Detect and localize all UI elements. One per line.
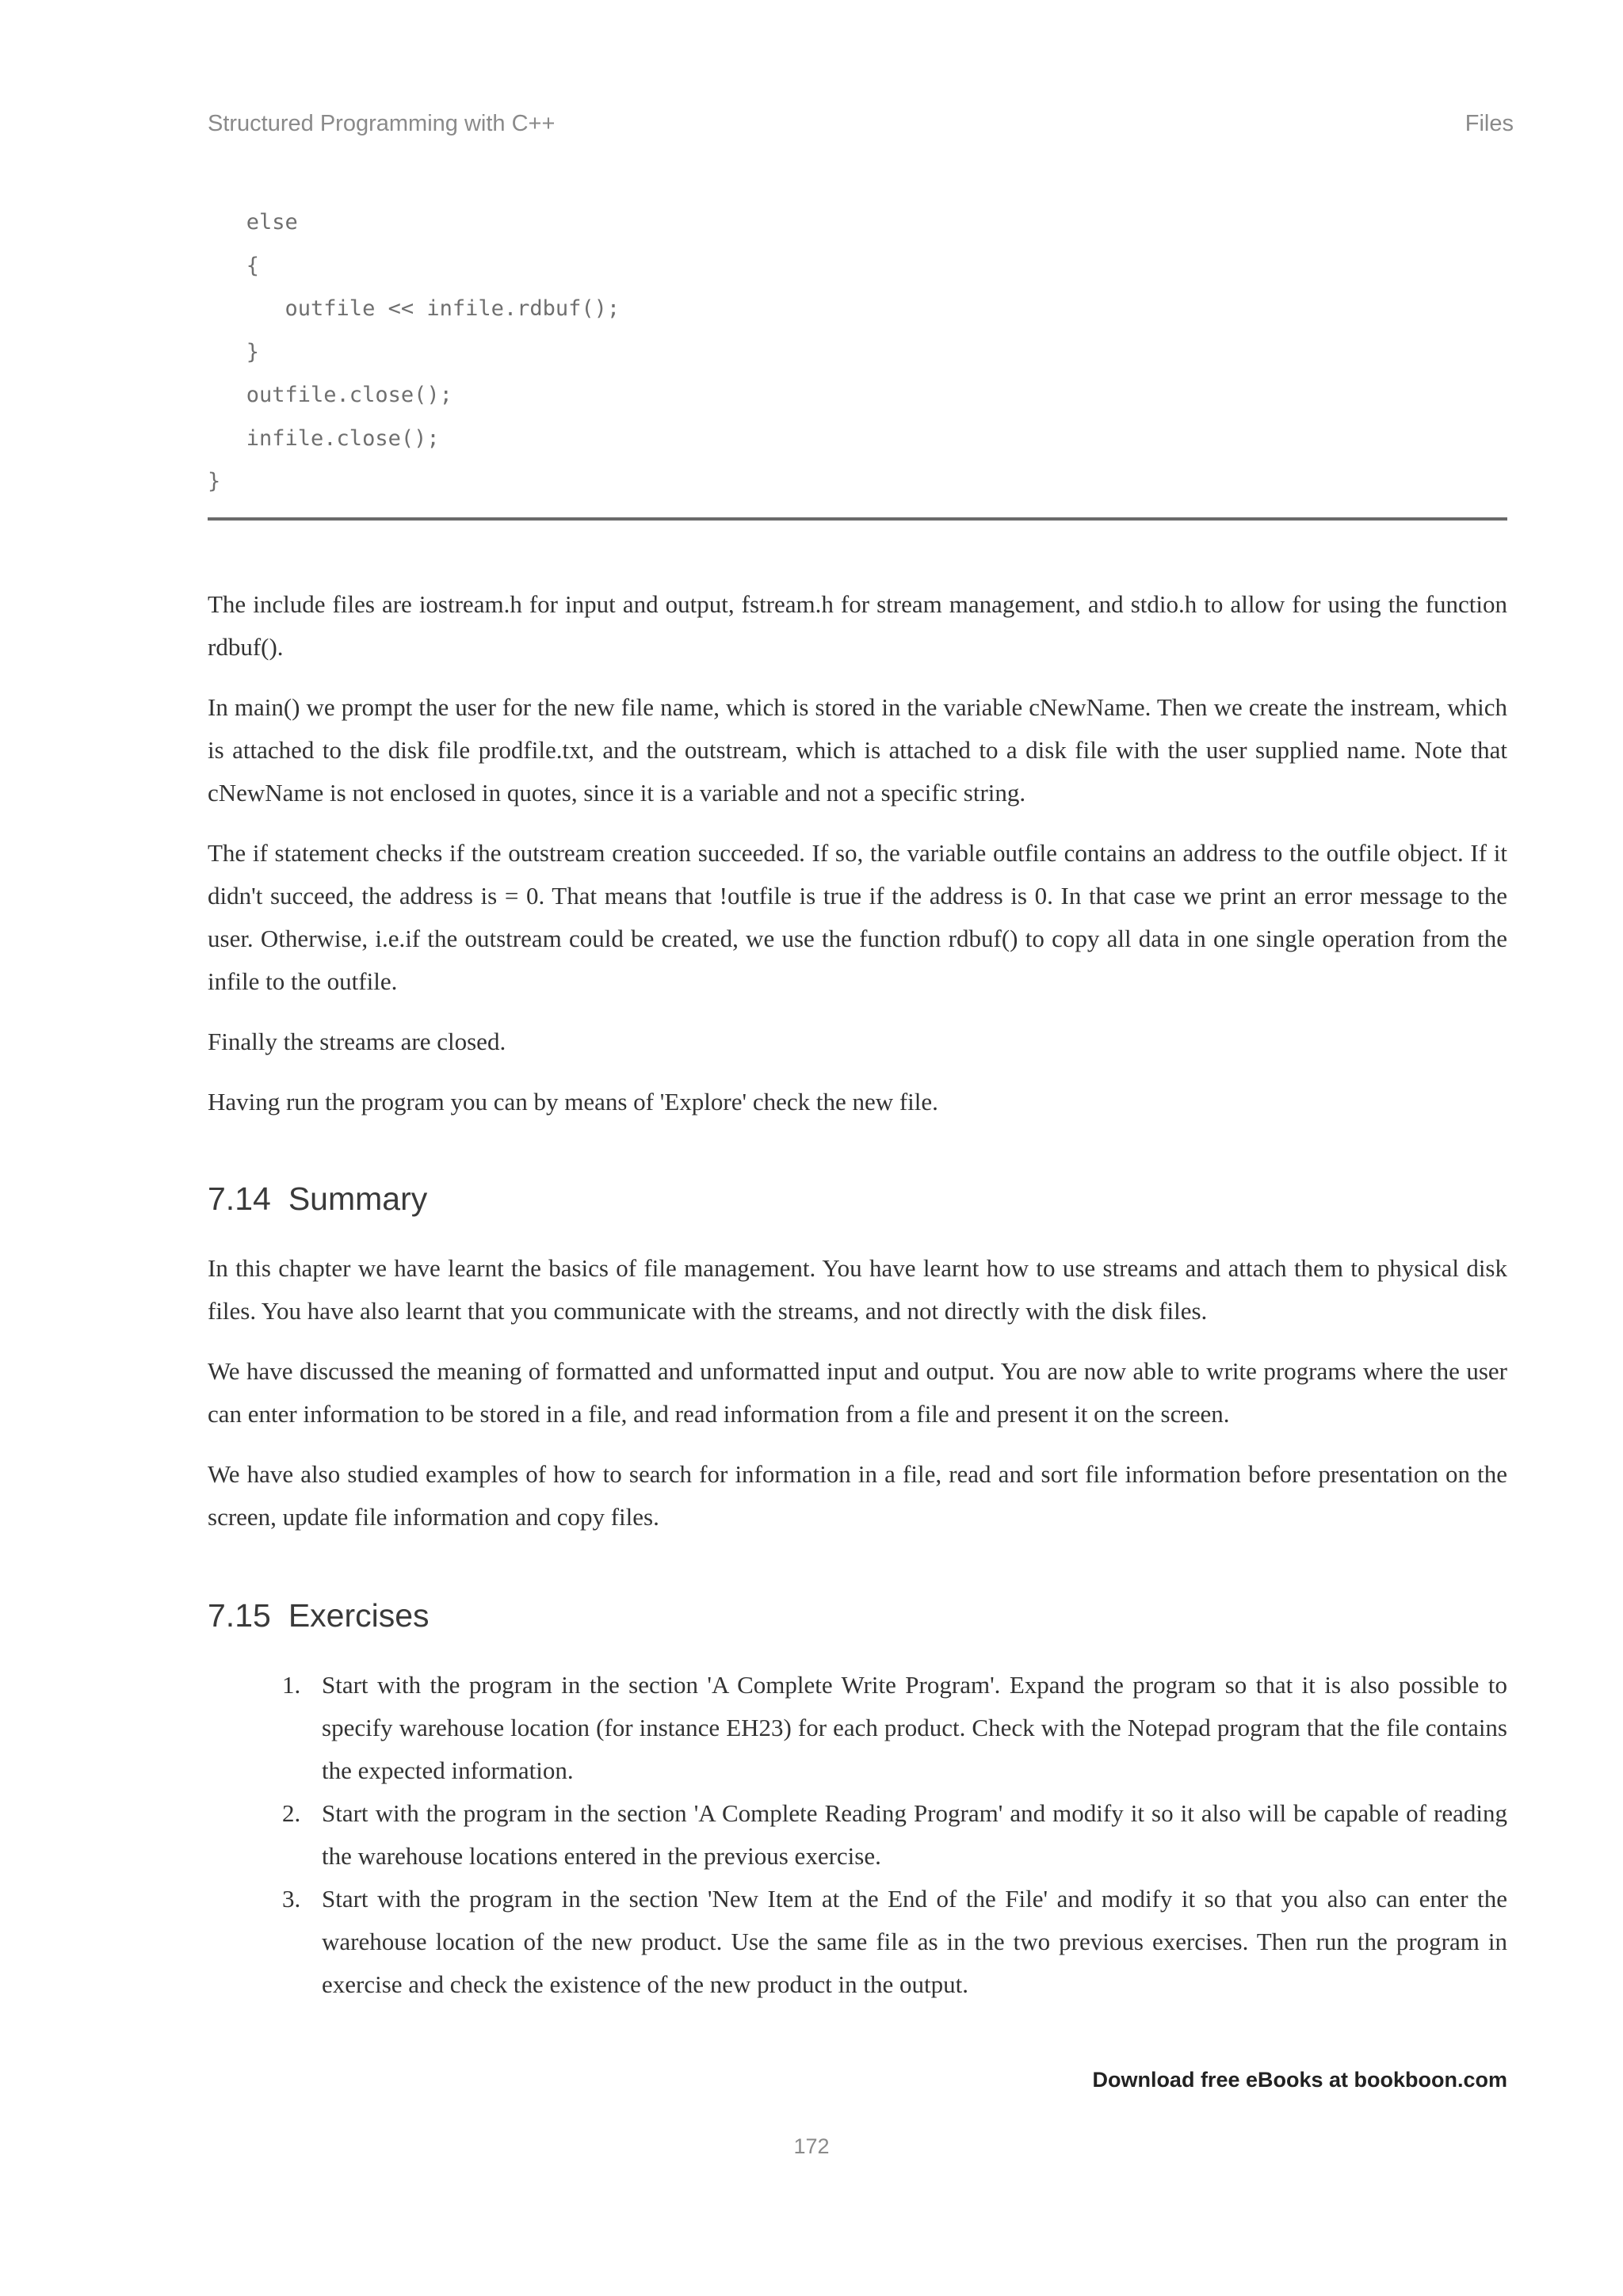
code-line: }	[208, 339, 260, 364]
item-text: Start with the program in the section 'A Complete Write Program'. Expand the program so that it is also possible to specify warehouse location (for instance EH23) for each product. Check with the Notepad program that the file contains the expected information.	[322, 1671, 1507, 1784]
item-text: Start with the program in the section 'A Complete Reading Program' and modify it so it also will be capable of reading the warehouse locations entered in the previous exercise.	[322, 1799, 1507, 1870]
paragraph: In main() we prompt the user for the new file name, which is stored in the variable cNewName. Then we create the instream, which is attached to the disk file prodfile.txt, and the outstream, which is attached to a disk file with the user supplied name. Note that cNewName is not enclosed in quotes, since it is a variable and not a specific string.	[208, 693, 1507, 807]
list-item	[282, 1664, 1507, 1792]
paragraph: We have discussed the meaning of formatted and unformatted input and output. You are now able to write programs where the user can enter information to be stored in a file, and read information from a file and present it on the screen.	[208, 1357, 1507, 1428]
chapter-name: Files	[1465, 111, 1514, 136]
section-title: Exercises	[288, 1597, 430, 1634]
code-divider	[208, 517, 1507, 521]
paragraph: Finally the streams are closed.	[208, 1028, 506, 1055]
list-item	[282, 1878, 1507, 2006]
paragraph: The if statement checks if the outstream creation succeeded. If so, the variable outfile contains an address to the outfile object. If it didn't succeed, the address is = 0. That means that !outfile is true if the address is 0. In that case we print an error message to the user. Otherwise, i.e.if the outstream could be created, we use the function rdbuf() to copy all data in one single operation from the infile to the outfile.	[208, 839, 1507, 995]
item-number: 2.	[282, 1799, 301, 1827]
section-number: 7.15	[208, 1597, 271, 1634]
paragraph: We have also studied examples of how to search for information in a file, read and sort file information before presentation on the screen, update file information and copy files.	[208, 1460, 1507, 1531]
page-number: 172	[793, 2134, 830, 2158]
section-number: 7.14	[208, 1180, 271, 1217]
book-title: Structured Programming with C++	[208, 111, 556, 136]
code-line: infile.close();	[208, 425, 440, 451]
code-listing	[208, 201, 1507, 504]
list-item	[282, 1792, 1507, 1878]
summary-text	[208, 1247, 1507, 1556]
exercise-list	[282, 1664, 1507, 2006]
code-line: outfile.close();	[208, 383, 453, 407]
summary-heading	[208, 1180, 427, 1218]
paragraph: Having run the program you can by means of 'Explore' check the new file.	[208, 1088, 938, 1116]
paragraph: The include files are iostream.h for input and output, fstream.h for stream management, and stdio.h to allow for using the function rdbuf().	[208, 590, 1507, 661]
item-number: 3.	[282, 1885, 301, 1913]
code-line: {	[208, 253, 260, 278]
paragraph: In this chapter we have learnt the basics of file management. You have learnt how to use streams and attach them to physical disk files. You have also learnt that you communicate with the streams, and not directly with the disk files.	[208, 1254, 1507, 1325]
download-link[interactable]: Download free eBooks at bookboon.com	[1092, 2068, 1507, 2092]
section-title: Summary	[288, 1180, 428, 1217]
item-number: 1.	[282, 1671, 301, 1699]
item-text: Start with the program in the section 'New Item at the End of the File' and modify it so that you also can enter the warehouse location of the new product. Use the same file as in the two previous exercises. Then run the program in exercise and check the existence of the new product in the output.	[322, 1885, 1507, 1998]
code-line: else	[208, 210, 298, 235]
code-line: outfile << infile.rdbuf();	[208, 296, 621, 321]
running-header	[208, 111, 1514, 137]
code-line: }	[208, 469, 221, 494]
exercises-heading	[208, 1597, 430, 1634]
explanation-text	[208, 583, 1507, 1141]
